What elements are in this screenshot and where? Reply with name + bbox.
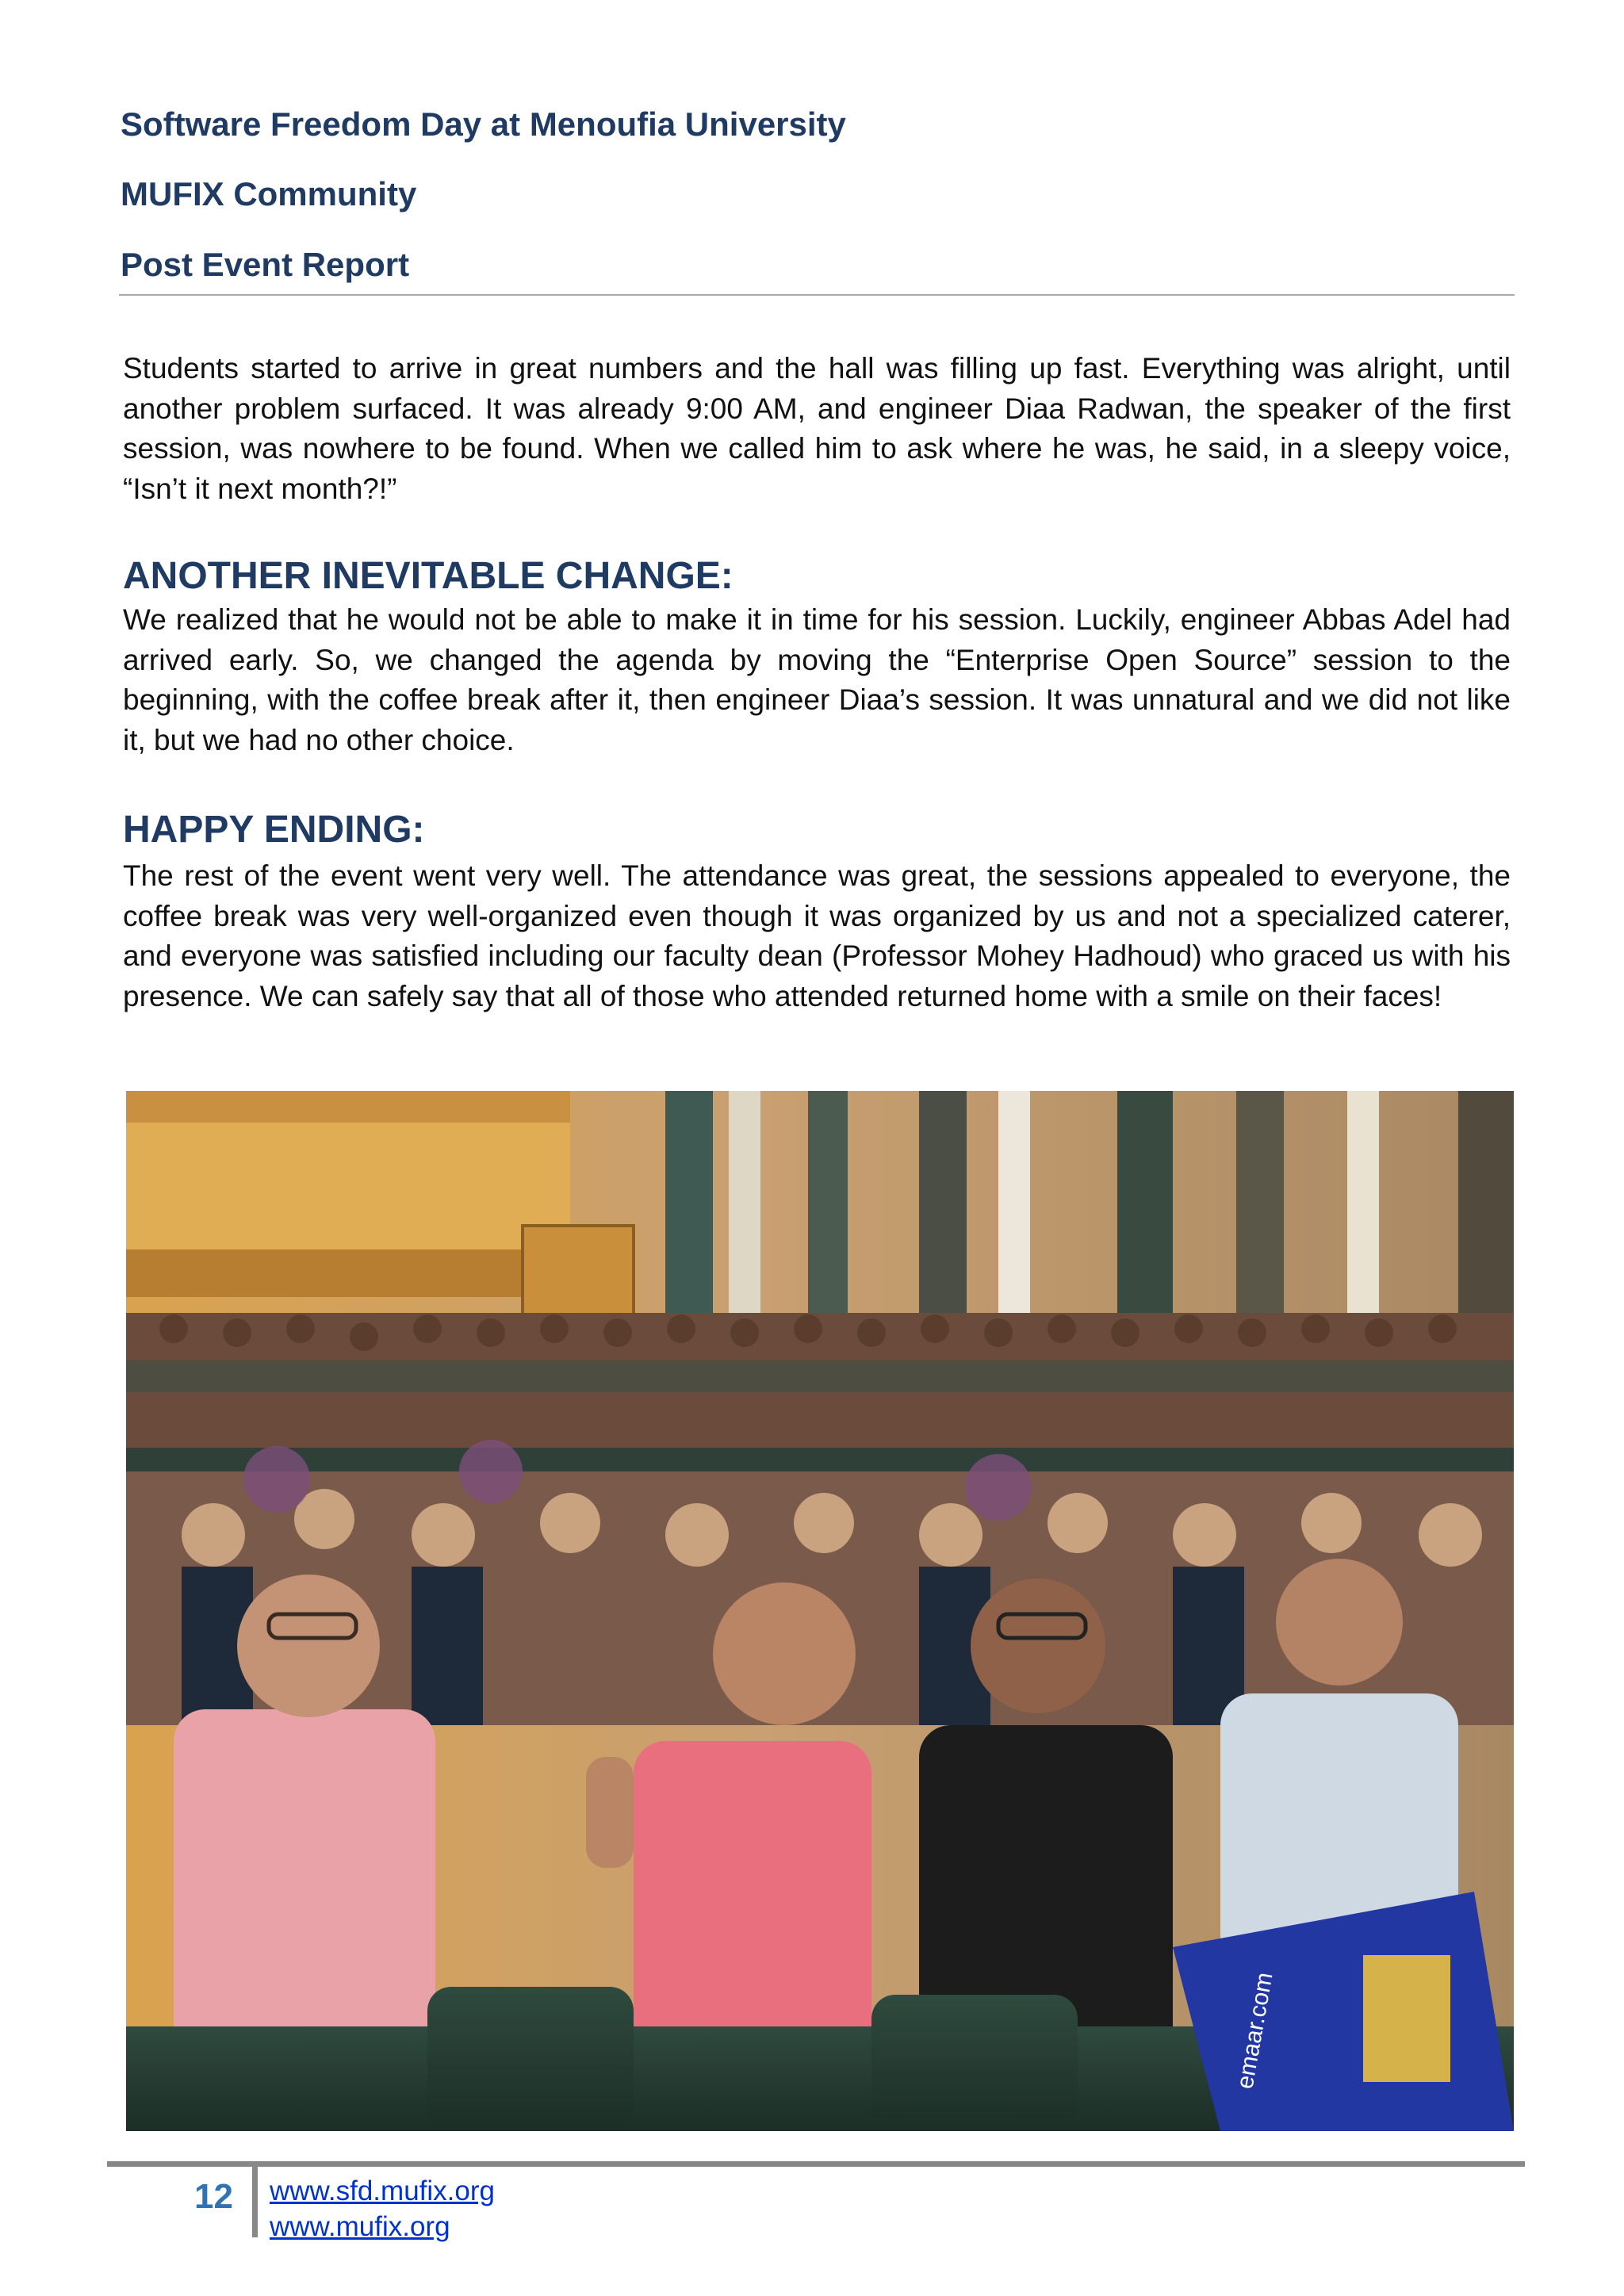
section-paragraph-ending: The rest of the event went very well. The attendance was great, the sessions appealed to everyone, the coffee break was very well-organized even though it was organized by us and not a specialized caterer, and everyone was satisfied including our faculty dean (Professor Mohey Hadhoud) who graced us with his presence. We can safely say that all of those who attended returned home with a smile on their faces! (123, 859, 1511, 1012)
section-paragraph-change: We realized that he would not be able to make it in time for his session. Luckily, engineer Abbas Adel had arrived early. So, we changed the agenda by moving the “Enterprise Open Source” session to the beginning, with the coffee break after it, then engineer Diaa’s session. It was unnatural and we did not like it, but we had no other choice. (123, 603, 1511, 756)
page-number: 12 (194, 2177, 233, 2216)
intro-paragraph: Students started to arrive in great numbers and the hall was filling up fast. Everything was alright, until another problem surfaced. It was already 9:00 AM, and engineer Diaa Radwan, the speaker of the first session, was nowhere to be found. When we called him to ask where he was, he said, in a sleepy voice, “Isn’t it next month?!” (123, 352, 1511, 505)
mufix-link[interactable]: www.mufix.org (270, 2211, 450, 2242)
section-heading-change: ANOTHER INEVITABLE CHANGE: (123, 555, 733, 597)
event-audience-photo (126, 1091, 1514, 2131)
report-title: Software Freedom Day at Menoufia University (121, 105, 846, 143)
report-type: Post Event Report (121, 246, 410, 283)
section-heading-ending: HAPPY ENDING: (123, 809, 425, 851)
footer-divider (107, 2161, 1525, 2167)
community-name: MUFIX Community (121, 175, 417, 212)
sfd-link[interactable]: www.sfd.mufix.org (270, 2175, 495, 2206)
header-divider (119, 294, 1515, 296)
bag-logo-text: emaar.com (1231, 1970, 1278, 2091)
footer-vertical-divider (252, 2164, 258, 2237)
